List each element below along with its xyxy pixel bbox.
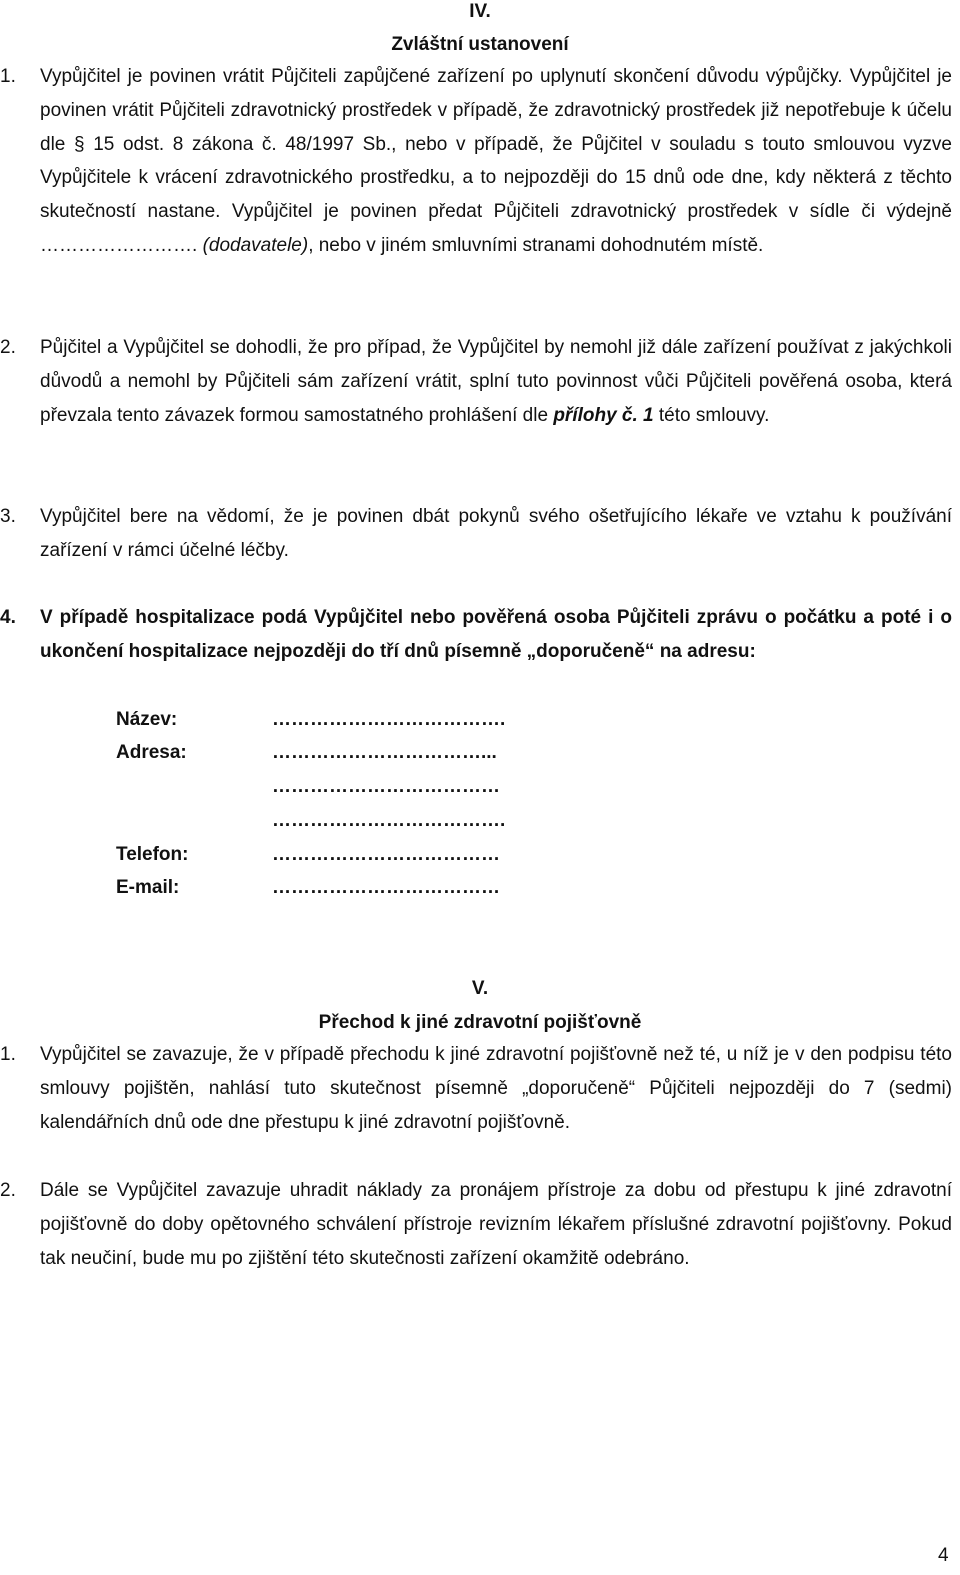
section-v-title: Přechod k jiné zdravotní pojišťovně: [318, 1012, 642, 1033]
section-iv-item-3: [0, 500, 952, 568]
item-number: 1.: [0, 66, 16, 87]
item-text: Vypůjčitel bere na vědomí, že je povinen dbát pokynů svého ošetřujícího lékaře ve vztahu k používání zařízení v rámci účelné léčby.: [40, 506, 952, 561]
address-blank-3: ……………………………….: [272, 810, 506, 831]
page-number: 4: [938, 1545, 949, 1566]
section-iv-item-1: [0, 60, 952, 263]
address-blank-2: ………………………………: [272, 776, 500, 797]
section-iv-item-4: [0, 601, 952, 669]
item-text: Dále se Vypůjčitel zavazuje uhradit náklady za pronájem přístroje za dobu od přestupu k jiné zdravotní pojišťovně do doby opětovného schválení přístroje revizním lékařem příslušné zdravotní pojišťovny. Pokud tak neučiní, bude mu po zjištění této skutečnosti zařízení okamžitě odebráno.: [40, 1180, 952, 1269]
section-iv-item-2: [0, 331, 952, 432]
email-label: E-mail:: [116, 877, 180, 898]
address-blank: ……………………………...: [272, 742, 497, 763]
email-blank: ………………………………: [272, 877, 500, 898]
item-number: 3.: [0, 506, 16, 527]
dots-blank: …………………….: [40, 234, 198, 256]
section-v-item-2: [0, 1174, 952, 1275]
section-v-item-1: [0, 1038, 952, 1139]
address-label: Adresa:: [116, 742, 187, 763]
name-label: Název:: [116, 709, 178, 730]
item-text: Vypůjčitel je povinen vrátit Půjčiteli zapůjčené zařízení po uplynutí skončení důvodu výpůjčky. Vypůjčitel je povinen vrátit Půjčiteli zdravotnický prostředek v případě, že zdravotnický prostředek již nepotřebuje k účelu dle § 15 odst. 8 zákona č. 48/1997 Sb., nebo v případě, že Půjčitel v souladu s touto smlouvou vyzve Vypůjčitele k vrácení zdravotnického prostředku, a to nejpozději do 15 dnů ode dne, kdy některá z těchto skutečností nastane. Vypůjčitel je povinen předat Půjčiteli zdravotnický prostředek v sídle či výdejně ……………………. (dodavatele), nebo v jiném smluvními stranami dohodnutém místě.: [40, 66, 952, 256]
phone-blank: ………………………………: [272, 844, 500, 865]
item-number: 2.: [0, 1180, 16, 1201]
section-iv-numeral: IV.: [469, 1, 491, 22]
item-number: 1.: [0, 1044, 16, 1065]
section-iv-title: Zvláštní ustanovení: [391, 34, 569, 55]
section-v-numeral: V.: [471, 978, 489, 999]
supplier-italic: (dodavatele): [202, 234, 309, 256]
appendix-reference: přílohy č. 1: [553, 404, 654, 426]
phone-label: Telefon:: [116, 844, 189, 865]
item-text: Vypůjčitel se zavazuje, že v případě přechodu k jiné zdravotní pojišťovně než té, u níž je v den podpisu této smlouvy pojištěn, nahlásí tuto skutečnost písemně „doporučeně“ Půjčiteli nejpozději do 7 (sedmi) kalendářních dnů ode dne přestupu k jiné zdravotní pojišťovně.: [40, 1044, 952, 1133]
item-number: 4.: [0, 607, 16, 628]
name-blank: ……………………………….: [272, 709, 506, 730]
item-text: Půjčitel a Vypůjčitel se dohodli, že pro případ, že Vypůjčitel by nemohl již dále zařízení používat z jakýchkoli důvodů a nemohl by Půjčiteli sám zařízení vrátit, splní tuto povinnost vůči Půjčiteli pověřená osoba, která převzala tento závazek formou samostatného prohlášení dle přílohy č. 1 této smlouvy.: [40, 337, 952, 426]
item-text: V případě hospitalizace podá Vypůjčitel nebo pověřená osoba Půjčiteli zprávu o počátku a poté i o ukončení hospitalizace nejpozději do tří dnů písemně „doporučeně“ na adresu:: [40, 607, 952, 662]
item-number: 2.: [0, 337, 16, 358]
